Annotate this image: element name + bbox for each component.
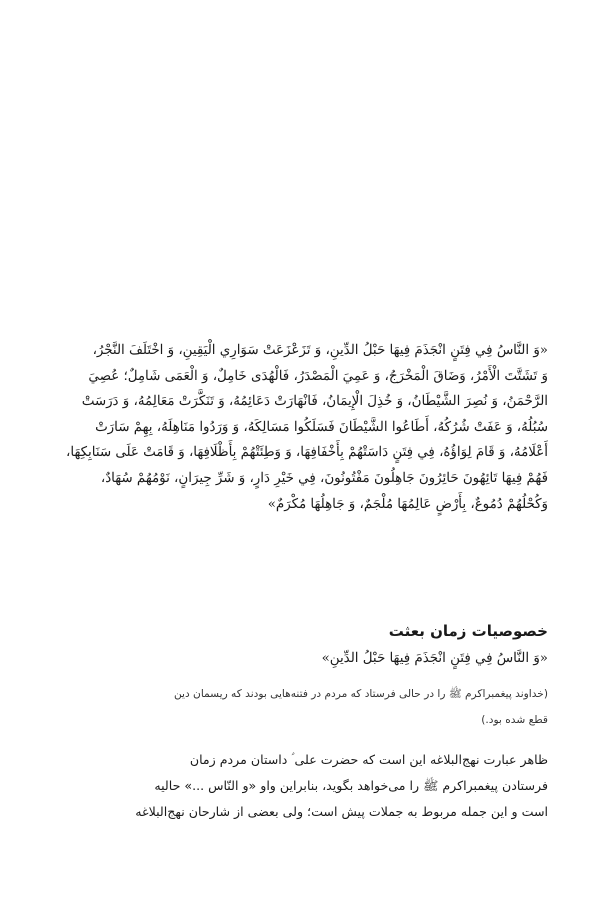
translation-note [58,681,548,733]
arabic-line: الرَّحْمَنُ، وَ نُصِرَ الشَّيْطَانُ، وَ خُذِلَ الْإِيمَانُ، فَانْهَارَتْ دَعَائِمُهُ، وَ تَنَكَّرَتْ مَعَالِمُهُ، وَ دَرَسَتْ [81,394,548,410]
arabic-line: أَعْلَامُهُ، وَ قَامَ لِوَاؤُهُ، فِي فِتَنٍ دَاسَتْهُمْ بِأَخْفَافِهَا، وَ وَطِئَتْهُمْ بِأَظْلَافِهَا، وَ قَامَتْ عَلَى سَنَابِكِهَا، [66,445,548,461]
note-line: قطع شده بود.) [481,714,548,726]
arabic-sermon-block [62,338,548,517]
body-line: است و این جمله مربوط به جملات پیش است؛ ولی بعضی از شارحان نهج‌البلاغه [135,804,548,819]
body-paragraph [58,747,548,825]
arabic-line: سُبُلُهُ، وَ عَفَتْ شُرُكُهُ، أَطَاعُوا الشَّيْطَانَ فَسَلَكُوا مَسَالِكَهُ، وَ وَرَدُوا مَنَاهِلَهُ، بِهِمْ سَارَتْ [95,419,548,435]
body-line: فرستادن پیغمبراکرم ﷺ را می‌خواهد بگوید، بنابراین واو «و النّاس ...» حالیه [154,778,548,793]
arabic-line: وَكُحْلُهُمْ دُمُوعٌ، بِأَرْضٍ عَالِمُهَا مُلْجَمٌ، وَ جَاهِلُهَا مُكْرَمٌ» [267,496,548,512]
arabic-quote: «وَ النَّاسُ فِي فِتَنٍ انْجَذَمَ فِيهَا حَبْلُ الدِّينِ» [321,651,548,666]
arabic-line: فَهُمْ فِيهَا تَائِهُونَ حَائِرُونَ جَاهِلُونَ مَفْتُونُونَ، فِي خَيْرِ دَارٍ، وَ شَرِّ جِيرَانٍ، نَوْمُهُمْ سُهَادٌ، [100,470,548,486]
arabic-sermon-text [62,338,548,517]
body-line: ظاهر عبارت نهج‌البلاغه این است که حضرت علی ؑ داستان مردم زمان [189,752,548,767]
arabic-line: «وَ النَّاسُ فِي فِتَنٍ انْجَذَمَ فِيهَا حَبْلُ الدِّينِ، وَ تَزَعْزَعَتْ سَوَارِي الْيَقِينِ، وَ اخْتَلَفَ النَّجْرُ، [92,343,548,358]
note-line: (خداوند پیغمبراکرم ﷺ را در حالی فرستاد که مردم در فتنه‌هایی بودند که ریسمان دین [173,688,548,700]
arabic-line: وَ تَشَتَّتَ الْأَمْرُ، وَضَاقَ الْمَخْرَجُ، وَ عَمِيَ الْمَصْدَرُ، فَالْهُدَى خَامِلٌ، وَ الْعَمَى شَامِلٌ؛ عُصِيَ [88,368,548,384]
section-title: خصوصیات زمان بعثت [388,622,548,640]
